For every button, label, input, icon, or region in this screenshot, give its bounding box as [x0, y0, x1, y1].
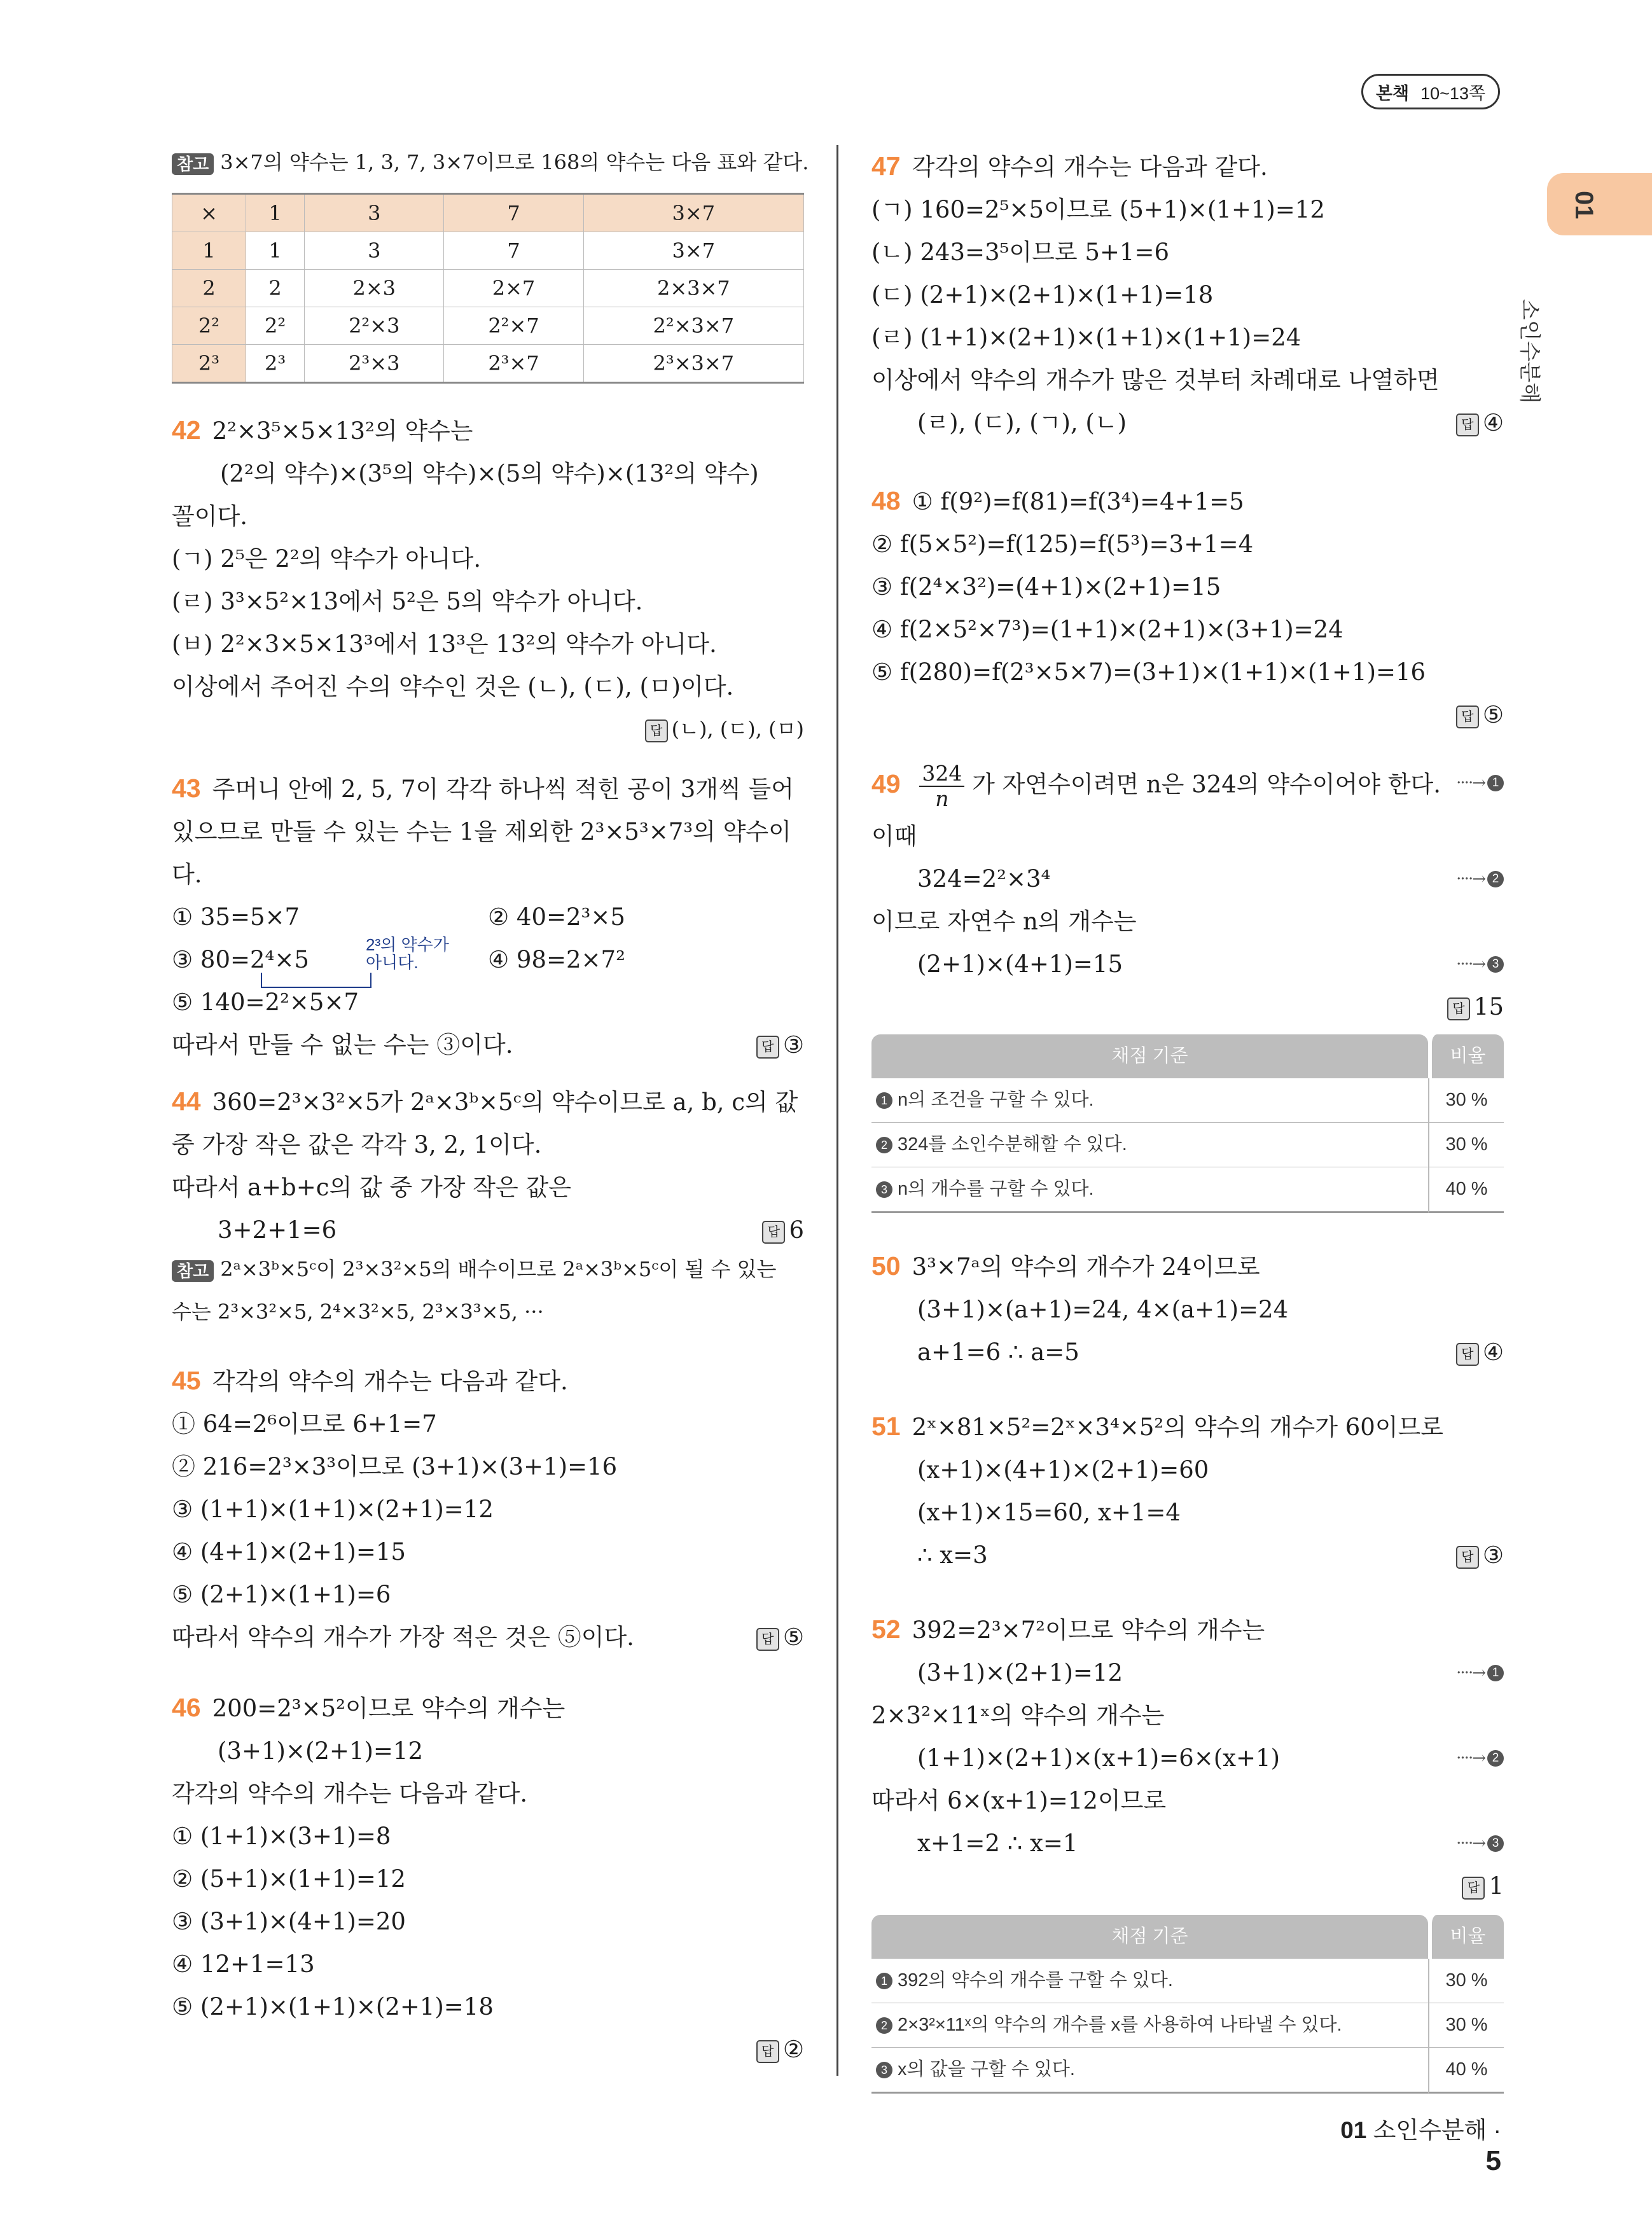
solution-line: ① 64=2⁶이므로 6+1=7 — [172, 1410, 437, 1438]
solution-line: 따라서 만들 수 없는 수는 ③이다. — [172, 1031, 513, 1059]
page-number: 5 — [1485, 2145, 1501, 2176]
problem-49 — [871, 761, 1504, 1213]
footer-chapter-title: 소인수분해 — [1373, 2117, 1487, 2143]
table-cell: 2²×3 — [305, 307, 444, 345]
solution-line: a+1=6 ∴ a=5 — [917, 1338, 1079, 1366]
step-dot-1: 1 — [876, 1973, 892, 1989]
problem-number: 45 — [172, 1366, 201, 1395]
solution-line: ⑤ f(280)=f(2³×5×7)=(3+1)×(1+1)×(1+1)=16 — [871, 658, 1426, 686]
solution-line: ④ (4+1)×(2+1)=15 — [172, 1538, 406, 1566]
scoring-ratio: 30 % — [1428, 2003, 1504, 2048]
table-row — [172, 307, 804, 345]
problem-number: 43 — [172, 774, 201, 803]
scoring-header: 비율 — [1428, 1915, 1504, 1959]
solution-line: 이상에서 주어진 수의 약수인 것은 (ㄴ), (ㄷ), (ㅁ)이다. — [172, 673, 734, 700]
problem-number: 46 — [172, 1693, 201, 1722]
solution-line: (x+1)×15=60, x+1=4 — [917, 1499, 1181, 1526]
solution-line: (ㄱ) 160=2⁵×5이므로 (5+1)×(1+1)=12 — [871, 196, 1325, 223]
solution-line: (3+1)×(2+1)=12 — [917, 1659, 1123, 1686]
note-top-text: 3×7의 약수는 1, 3, 7, 3×7이므로 168의 약수는 다음 표와 같다. — [220, 150, 809, 174]
footer-chapter-number: 01 — [1340, 2117, 1367, 2143]
table-cell: × — [172, 194, 246, 232]
scoring-criterion: 324를 소인수분해할 수 있다. — [898, 1134, 1127, 1155]
solution-line: 따라서 6×(x+1)=12이므로 — [871, 1787, 1167, 1814]
answer — [1456, 1331, 1504, 1373]
table-cell: 2² — [172, 307, 246, 345]
solution-line: 2²×3⁵×5×13²의 약수는 — [212, 417, 473, 445]
solution-line: (ㄷ) (2+1)×(2+1)×(1+1)=18 — [871, 281, 1214, 309]
footer-separator: · — [1493, 2117, 1501, 2143]
table-cell: 1 — [172, 232, 246, 270]
note-top — [172, 145, 809, 188]
note-text: 2ᵃ×3ᵇ×5ᶜ이 2³×3²×5의 배수이므로 2ᵃ×3ᵇ×5ᶜ이 될 수 있는 — [220, 1257, 777, 1281]
answer-mark-icon: 답 — [756, 1036, 779, 1059]
table-cell: 1 — [246, 194, 305, 232]
problem-number: 52 — [871, 1615, 901, 1644]
solution-line: 3³×7ᵃ의 약수의 개수가 24이므로 — [912, 1253, 1260, 1281]
scoring-ratio: 40 % — [1428, 1167, 1504, 1213]
badge-label: 본책 — [1375, 83, 1410, 103]
step-ref-3: ····→ 3 — [1456, 1822, 1504, 1865]
solution-line: 200=2³×5²이므로 약수의 개수는 — [212, 1695, 566, 1722]
solution-line: 꼴이다. — [172, 503, 247, 530]
table-cell: 3×7 — [583, 232, 803, 270]
problem-44 — [172, 1080, 804, 1337]
table-cell: 2³×7 — [444, 345, 583, 383]
solution-line: ③ f(2⁴×3²)=(4+1)×(2+1)=15 — [871, 573, 1221, 601]
left-column — [172, 145, 809, 2071]
answer — [1456, 693, 1504, 736]
solution-line: (ㄹ), (ㄷ), (ㄱ), (ㄴ) — [917, 409, 1127, 436]
solution-line: 다. — [172, 861, 202, 888]
table-cell: 2×3 — [305, 270, 444, 307]
scoring-header: 채점 기준 — [871, 1034, 1428, 1078]
solution-line: ① f(9²)=f(81)=f(3⁴)=4+1=5 — [912, 488, 1244, 515]
solution-line: (1+1)×(2+1)×(x+1)=6×(x+1) — [917, 1744, 1281, 1772]
step-ref-1: ····→ 1 — [1456, 761, 1504, 805]
step-ref-2: ····→ 2 — [1456, 1737, 1504, 1780]
problem-51 — [871, 1405, 1504, 1576]
answer-value: ④ — [1482, 409, 1504, 436]
option-4: ④ 98=2×7² — [488, 946, 625, 973]
answer-mark-icon: 답 — [645, 719, 668, 742]
table-cell: 2² — [246, 307, 305, 345]
step-dot-2: 2 — [876, 2017, 892, 2034]
solution-line: ② f(5×5²)=f(125)=f(5³)=3+1=4 — [871, 531, 1254, 558]
option-1: ① 35=5×7 — [172, 903, 300, 931]
fraction-numerator: 324 — [919, 761, 964, 787]
scoring-criterion: 2×3²×11ˣ의 약수의 개수를 x를 사용하여 나타낼 수 있다. — [898, 2015, 1342, 2035]
scoring-header: 비율 — [1428, 1034, 1504, 1078]
answer-value: 6 — [789, 1216, 804, 1244]
solution-line: 가 자연수이려면 n은 324의 약수이어야 한다. — [972, 770, 1441, 798]
solution-line: ① (1+1)×(3+1)=8 — [172, 1823, 391, 1850]
fraction-denominator: n — [935, 786, 949, 811]
table-cell: 2 — [246, 270, 305, 307]
solution-line: (3+1)×(2+1)=12 — [218, 1737, 423, 1765]
solution-line: 따라서 약수의 개수가 가장 적은 것은 ⑤이다. — [172, 1623, 634, 1651]
table-row — [871, 1078, 1504, 1123]
note — [172, 1251, 804, 1294]
scoring-criterion: n의 개수를 구할 수 있다. — [898, 1179, 1094, 1199]
solution-line: ⑤ (2+1)×(1+1)=6 — [172, 1581, 391, 1608]
answer-value: 1 — [1489, 1872, 1504, 1900]
answer-mark-icon: 답 — [756, 1628, 779, 1651]
problem-47 — [871, 145, 1504, 444]
problem-50 — [871, 1245, 1504, 1373]
scoring-ratio: 40 % — [1428, 2048, 1504, 2094]
table-cell: 3×7 — [583, 194, 803, 232]
problem-46 — [172, 1686, 804, 2071]
problem-number: 51 — [871, 1412, 901, 1441]
answer — [756, 1024, 804, 1066]
solution-line: (ㄴ) 243=3⁵이므로 5+1=6 — [871, 239, 1169, 266]
note-text: 수는 2³×3²×5, 2⁴×3²×5, 2³×3³×5, ··· — [172, 1300, 544, 1324]
answer — [1462, 1865, 1504, 1907]
solution-line: ④ f(2×5²×7³)=(1+1)×(2+1)×(3+1)=24 — [871, 616, 1343, 643]
solution-line: (3+1)×(a+1)=24, 4×(a+1)=24 — [917, 1296, 1289, 1323]
scoring-table-52 — [871, 1915, 1504, 2094]
answer-mark-icon: 답 — [1456, 705, 1479, 728]
answer-mark-icon: 답 — [1456, 414, 1479, 436]
table-row — [871, 1167, 1504, 1213]
chapter-tab-number: 01 — [1570, 191, 1598, 219]
page-footer — [1336, 2111, 1501, 2177]
answer-mark-icon: 답 — [1456, 1546, 1479, 1569]
solution-line: 2×3²×11ˣ의 약수의 개수는 — [871, 1702, 1165, 1729]
answer-value: ⑤ — [1482, 701, 1504, 728]
solution-line: ③ (1+1)×(1+1)×(2+1)=12 — [172, 1496, 494, 1523]
chapter-tab-title: 소인수분해 — [1517, 299, 1541, 404]
answer — [1447, 985, 1504, 1028]
answer — [645, 708, 804, 751]
step-dot-2: 2 — [876, 1137, 892, 1153]
table-row — [871, 1123, 1504, 1167]
solution-line: 2ˣ×81×5²=2ˣ×3⁴×5²의 약수의 개수가 60이므로 — [912, 1414, 1444, 1441]
answer-mark-icon: 답 — [1462, 1877, 1485, 1900]
fraction — [919, 761, 964, 811]
scoring-ratio: 30 % — [1428, 1123, 1504, 1167]
problem-number: 50 — [871, 1251, 901, 1281]
solution-line: ④ 12+1=13 — [172, 1950, 315, 1978]
answer-value: ② — [782, 2036, 804, 2063]
table-cell: 2³×3 — [305, 345, 444, 383]
table-cell: 2³ — [246, 345, 305, 383]
table-cell: 7 — [444, 194, 583, 232]
problem-number: 48 — [871, 486, 901, 515]
answer-value: ⑤ — [782, 1623, 804, 1651]
option-3-annotation: 2³의 약수가 아니다. — [366, 935, 449, 972]
column-divider — [836, 145, 838, 2076]
table-row — [871, 2048, 1504, 2094]
solution-line: x+1=2 ∴ x=1 — [917, 1830, 1078, 1857]
solution-line: ② (5+1)×(1+1)=12 — [172, 1865, 406, 1893]
scoring-criterion: n의 조건을 구할 수 있다. — [898, 1090, 1094, 1110]
step-ref-2: ····→ 2 — [1456, 858, 1504, 901]
answer-mark-icon: 답 — [1447, 997, 1470, 1020]
badge-pages: 10~13쪽 — [1420, 83, 1486, 103]
scoring-table-49 — [871, 1034, 1504, 1213]
solution-line: ③ (3+1)×(4+1)=20 — [172, 1908, 406, 1935]
answer-mark-icon: 답 — [1456, 1343, 1479, 1366]
problem-48 — [871, 480, 1504, 736]
step-dot-3: 3 — [876, 2062, 892, 2078]
answer-value: (ㄴ), (ㄷ), (ㅁ) — [671, 717, 804, 741]
table-row — [172, 270, 804, 307]
solution-line: 이므로 자연수 n의 개수는 — [871, 908, 1137, 935]
option-3: ③ 80=2⁴×5 — [172, 946, 309, 973]
option-3-wrap — [172, 935, 488, 981]
step-ref-3: ····→ 3 — [1456, 943, 1504, 986]
scoring-header: 채점 기준 — [871, 1915, 1428, 1959]
solution-line: (2²의 약수)×(3⁵의 약수)×(5의 약수)×(13²의 약수) — [220, 460, 759, 487]
answer-value: ③ — [782, 1031, 804, 1059]
solution-line: 각각의 약수의 개수는 다음과 같다. — [912, 153, 1268, 181]
solution-line: 324=2²×3⁴ — [917, 865, 1051, 893]
table-cell: 1 — [246, 232, 305, 270]
solution-line: (2+1)×(4+1)=15 — [917, 950, 1123, 978]
note-label: 참고 — [172, 153, 214, 175]
table-cell: 2²×3×7 — [583, 307, 803, 345]
step-dot-3: 3 — [876, 1181, 892, 1198]
solution-line: 중 가장 작은 값은 각각 3, 2, 1이다. — [172, 1131, 542, 1158]
answer-mark-icon: 답 — [762, 1221, 785, 1244]
solution-line: 주머니 안에 2, 5, 7이 각각 하나씩 적힌 공이 3개씩 들어 — [212, 775, 795, 803]
answer — [1456, 401, 1504, 444]
table-cell: 3 — [305, 232, 444, 270]
table-header-row — [172, 194, 804, 232]
solution-line: 따라서 a+b+c의 값 중 가장 작은 값은 — [172, 1174, 571, 1201]
table-row — [172, 345, 804, 383]
solution-line: ∴ x=3 — [917, 1541, 988, 1569]
answer — [1456, 1534, 1504, 1576]
problem-43 — [172, 767, 804, 1066]
table-cell: 2³ — [172, 345, 246, 383]
solution-line: (ㄹ) 3³×5²×13에서 5²은 5의 약수가 아니다. — [172, 588, 643, 615]
solution-line: 392=2³×7²이므로 약수의 개수는 — [912, 1616, 1265, 1644]
table-cell: 7 — [444, 232, 583, 270]
table-row — [871, 1959, 1504, 2003]
step-ref-1: ····→ 1 — [1456, 1651, 1504, 1695]
problem-number: 44 — [172, 1087, 201, 1116]
note-label: 참고 — [172, 1260, 214, 1282]
table-row — [172, 232, 804, 270]
problem-42 — [172, 409, 804, 751]
answer — [756, 1616, 804, 1658]
scoring-ratio: 30 % — [1428, 1078, 1504, 1123]
answer-mark-icon: 답 — [756, 2040, 779, 2063]
answer-value: 15 — [1473, 993, 1504, 1020]
table-cell: 2²×7 — [444, 307, 583, 345]
source-badge — [1361, 74, 1500, 109]
table-cell: 2³×3×7 — [583, 345, 803, 383]
answer — [756, 2028, 804, 2071]
solution-line: ⑤ (2+1)×(1+1)×(2+1)=18 — [172, 1993, 494, 2020]
step-dot-1: 1 — [876, 1092, 892, 1109]
scoring-criterion: x의 값을 구할 수 있다. — [898, 2059, 1075, 2080]
solution-line: (ㄹ) (1+1)×(2+1)×(1+1)×(1+1)=24 — [871, 324, 1301, 351]
answer-value: ④ — [1482, 1338, 1504, 1366]
solution-line: 360=2³×3²×5가 2ᵃ×3ᵇ×5ᶜ의 약수이므로 a, b, c의 값 — [212, 1088, 798, 1116]
answer — [762, 1209, 804, 1251]
problem-52 — [871, 1608, 1504, 2094]
problem-number: 42 — [172, 415, 201, 445]
option-5: ⑤ 140=2²×5×7 — [172, 989, 359, 1016]
table-cell: 2×3×7 — [583, 270, 803, 307]
problem-number: 49 — [871, 768, 901, 798]
solution-line: (ㄱ) 2⁵은 2²의 약수가 아니다. — [172, 545, 482, 573]
table-cell: 2×7 — [444, 270, 583, 307]
solution-line: 각각의 약수의 개수는 다음과 같다. — [172, 1780, 528, 1807]
table-row — [871, 2003, 1504, 2048]
solution-line: 있으므로 만들 수 있는 수는 1을 제외한 2³×5³×7³의 약수이 — [172, 818, 791, 845]
solution-line: ② 216=2³×3³이므로 (3+1)×(3+1)=16 — [172, 1453, 618, 1480]
problem-number: 47 — [871, 151, 901, 181]
solution-line: (x+1)×(4+1)×(2+1)=60 — [917, 1456, 1209, 1484]
right-column — [871, 145, 1504, 2094]
problem-45 — [172, 1359, 804, 1658]
solution-line: (ㅂ) 2²×3×5×13³에서 13³은 13²의 약수가 아니다. — [172, 630, 717, 658]
table-cell: 3 — [305, 194, 444, 232]
table-cell: 2 — [172, 270, 246, 307]
solution-line: 3+2+1=6 — [218, 1216, 337, 1244]
answer-value: ③ — [1482, 1541, 1504, 1569]
solution-line: 이때 — [871, 823, 917, 850]
scoring-criterion: 392의 약수의 개수를 구할 수 있다. — [898, 1970, 1173, 1991]
option-2: ② 40=2³×5 — [488, 903, 625, 931]
divisor-table — [172, 193, 804, 384]
solution-line: 이상에서 약수의 개수가 많은 것부터 차례대로 나열하면 — [871, 366, 1440, 394]
scoring-ratio: 30 % — [1428, 1959, 1504, 2003]
solution-line: 각각의 약수의 개수는 다음과 같다. — [212, 1368, 568, 1395]
